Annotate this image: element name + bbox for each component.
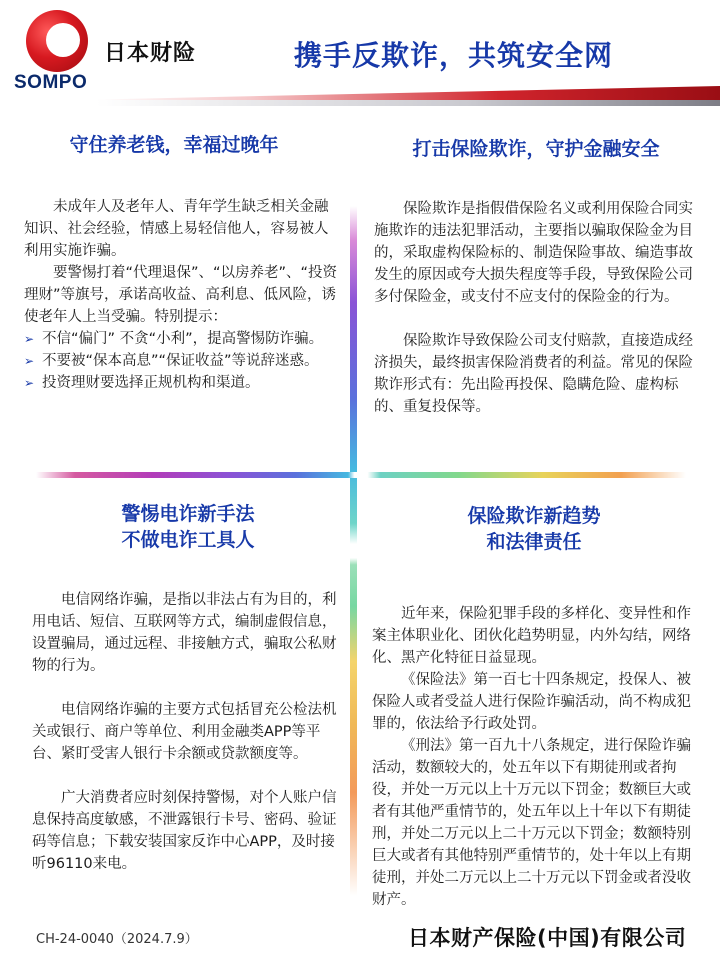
page-title: 携手反欺诈，共筑安全网 xyxy=(294,39,614,72)
section-body xyxy=(372,603,696,911)
paragraph: 保险欺诈是指假借保险名义或利用保险合同实施欺诈的违法犯罪活动，主要指以骗取保险金为目的，采取虚构保险标的、制造保险事故、编造事故发生的原因或夸大损失程度等手段，导致保险公司多付保险金，或支付不应支付的保险金的行为。 xyxy=(374,201,693,305)
brand-name: 日本财险 xyxy=(104,41,197,66)
paragraph: 《刑法》第一百九十八条规定，进行保险诈骗活动，数额较大的，处五年以下有期徒刑或者拘役，并处一万元以上十万元以下罚金；数额巨大或者有其他严重情节的，处五年以上十年以下有期徒刑，并处二万元以上二十万元以下罚金；数额特别巨大或者有其他特别严重情节的，处十年以上有期徒刑，并处二万元以上二十万元以下罚金或者没收财产。 xyxy=(372,738,691,908)
section-body xyxy=(32,589,344,875)
section-fraud-trends-legal xyxy=(372,503,696,911)
section-body xyxy=(24,196,342,394)
paragraph: 《保险法》第一百七十四条规定，投保人、被保险人或者受益人进行保险诈骗活动，尚不构成犯罪的，依法给予行政处罚。 xyxy=(372,672,691,732)
section-title-line2: 和法律责任 xyxy=(486,531,582,553)
bullet-item xyxy=(24,350,342,372)
paragraph: 保险欺诈导致保险公司支付赔款，直接造成经济损失，最终损害保险消费者的利益。常见的保险欺诈形式有：先出险再投保、隐瞒危险、虚构标的、重复投保等。 xyxy=(374,333,693,415)
logo-sphere-cutout xyxy=(46,23,80,57)
arrow-bullet-icon: ➢ xyxy=(24,376,35,390)
vertical-gradient-divider xyxy=(350,206,357,896)
arrow-bullet-icon: ➢ xyxy=(24,332,35,346)
paragraph: 近年来，保险犯罪手段的多样化、变异性和作案主体职业化、团伙化趋势明显，内外勾结，网络化、黑产化特征日益显现。 xyxy=(372,606,691,666)
section-title-line1: 保险欺诈新趋势 xyxy=(467,505,601,527)
paragraph: 未成年人及老年人、青年学生缺乏相关金融知识、社会经验，情感上易轻信他人，容易被人利用实施诈骗。 xyxy=(24,199,329,259)
section-elderly-savings xyxy=(24,132,342,394)
paragraph: 电信网络诈骗的主要方式包括冒充公检法机关或银行、商户等单位、利用金融类APP等平台、紧盯受害人银行卡余额或贷款额度等。 xyxy=(32,702,337,762)
document-code: CH-24-0040（2024.7.9） xyxy=(36,932,198,947)
horizontal-gradient-divider xyxy=(36,472,686,478)
arrow-bullet-icon: ➢ xyxy=(24,354,35,368)
company-name: 日本财产保险(中国)有限公司 xyxy=(408,926,687,950)
section-telecom-fraud xyxy=(32,501,344,875)
section-title-line2: 不做电诈工具人 xyxy=(121,529,255,551)
section-title: 打击保险欺诈，守护金融安全 xyxy=(412,138,660,160)
bullet-text: 投资理财要选择正规机构和渠道。 xyxy=(42,375,260,391)
paragraph: 要警惕打着“代理退保”、“以房养老”、“投资理财”等旗号，承诺高收益、高利息、低风险，诱使老年人上当受骗。特别提示： xyxy=(24,265,338,325)
bullet-text: 不信“偏门” 不贪“小利”，提高警惕防诈骗。 xyxy=(42,331,324,347)
section-title: 守住养老钱，幸福过晚年 xyxy=(69,134,279,156)
header-gray-stripe xyxy=(96,100,720,106)
section-body xyxy=(374,198,694,418)
paragraph: 广大消费者应时刻保持警惕，对个人账户信息保持高度敏感，不泄露银行卡号、密码、验证码等信息；下载安装国家反诈中心APP，及时接听96110来电。 xyxy=(32,790,337,872)
paragraph: 电信网络诈骗，是指以非法占有为目的，利用电话、短信、互联网等方式，编制虚假信息，设置骗局，通过远程、非接触方式，骗取公私财物的行为。 xyxy=(32,592,337,674)
section-title xyxy=(372,503,696,555)
logo-text: SOMPO xyxy=(14,72,88,93)
section-insurance-fraud xyxy=(374,136,694,418)
bullet-item xyxy=(24,372,342,394)
bullet-text: 不要被“保本高息”“保证收益”等说辞迷惑。 xyxy=(42,353,319,369)
section-title-line1: 警惕电诈新手法 xyxy=(121,503,255,525)
section-title xyxy=(32,501,344,553)
sompo-logo xyxy=(14,10,94,94)
bullet-item xyxy=(24,328,342,350)
